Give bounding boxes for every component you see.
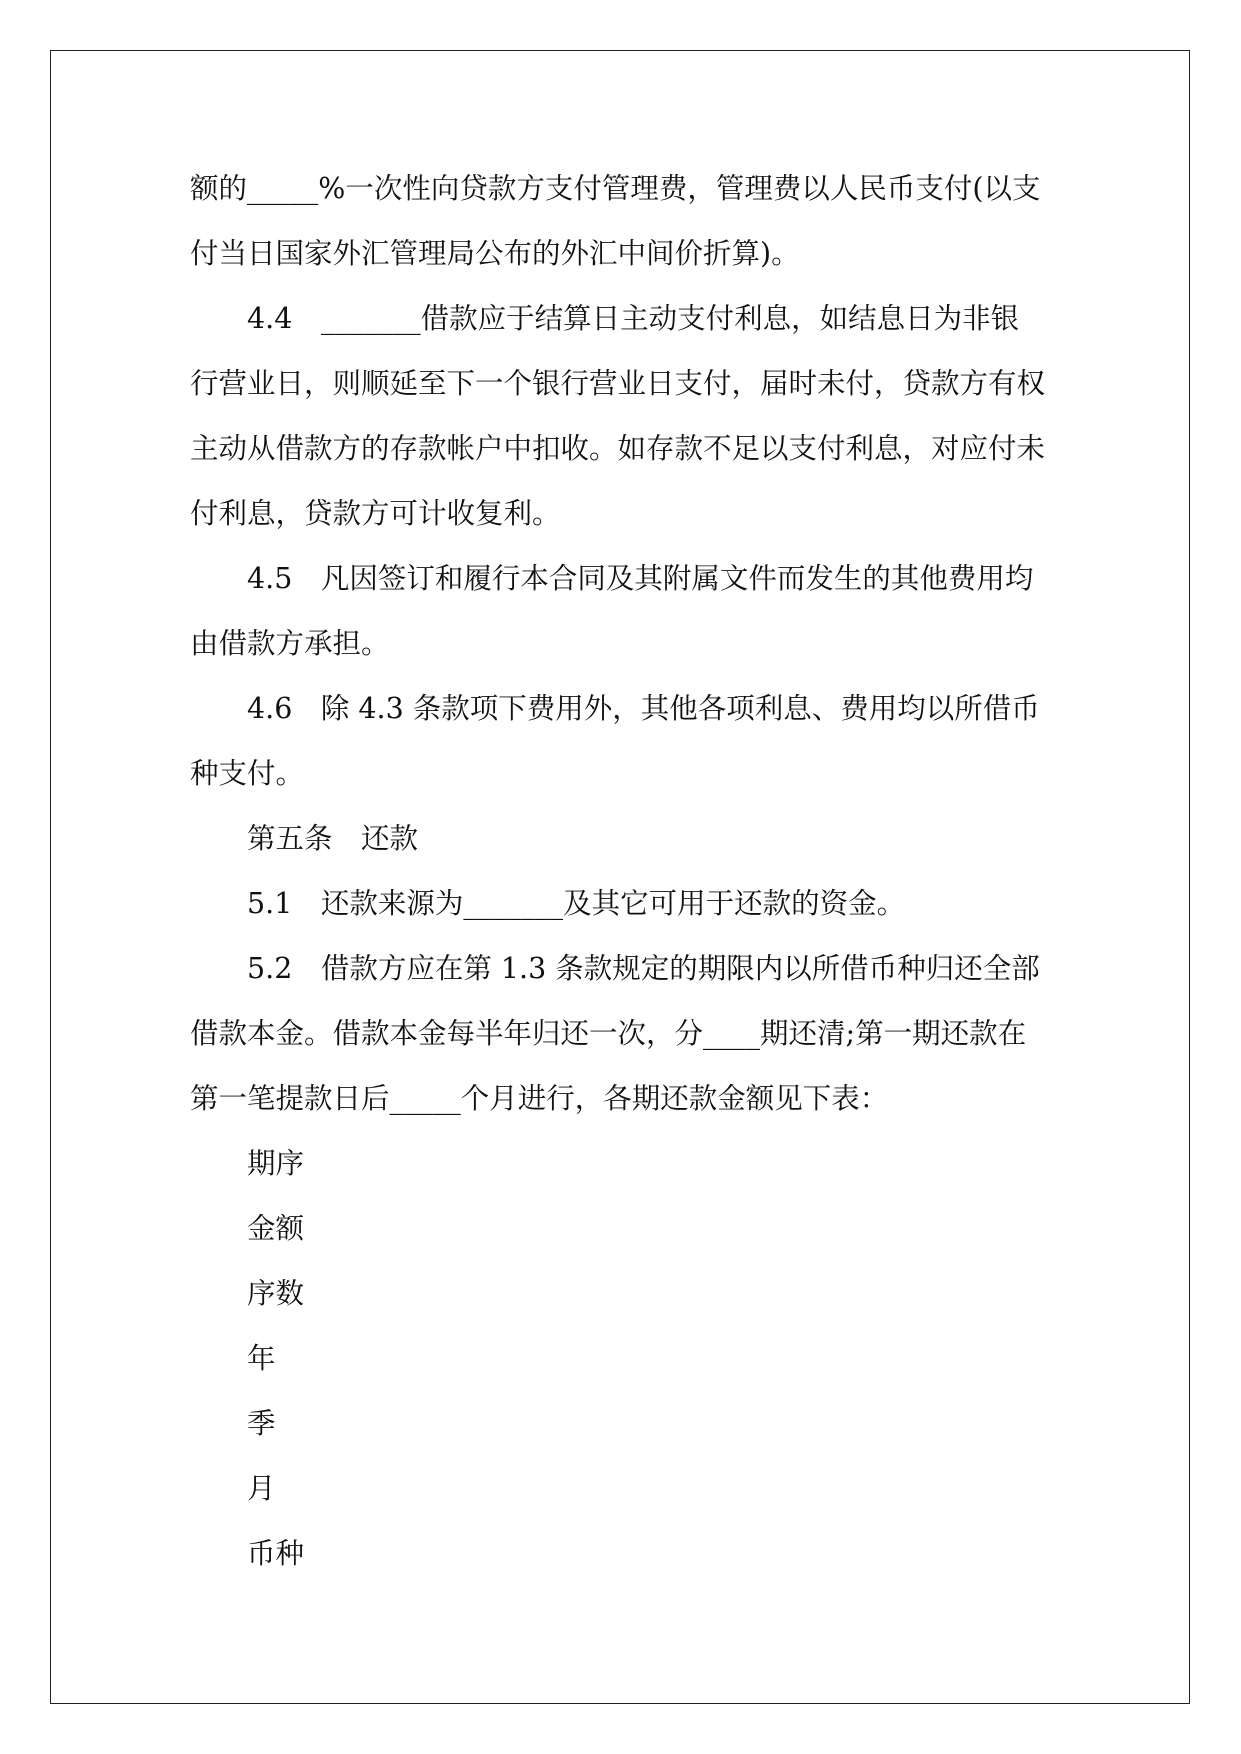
document-body — [190, 156, 1056, 1586]
paragraph-line: 借款本金。借款本金每半年归还一次，分____期还清;第一期还款在 — [190, 1017, 1027, 1050]
table-label-currency: 币种 — [247, 1537, 305, 1570]
table-label-month: 月 — [247, 1472, 276, 1505]
table-label-year: 年 — [247, 1342, 276, 1375]
paragraph-line: 种支付。 — [190, 757, 305, 790]
table-label-quarter: 季 — [247, 1407, 276, 1440]
clause-5-2-line: 5.2 借款方应在第 1.3 条款规定的期限内以所借币种归还全部 — [247, 952, 1040, 985]
table-label-sequence: 序数 — [247, 1277, 305, 1310]
paragraph-line: 行营业日，则顺延至下一个银行营业日支付，届时未付，贷款方有权 — [190, 367, 1046, 400]
paragraph-line: 额的_____%一次性向贷款方支付管理费，管理费以人民币支付(以支 — [190, 172, 1041, 205]
clause-5-1-line: 5.1 还款来源为_______及其它可用于还款的资金。 — [247, 887, 906, 920]
paragraph-line: 由借款方承担。 — [190, 627, 390, 660]
article-5-heading: 第五条 还款 — [247, 822, 419, 855]
table-label-period: 期序 — [247, 1147, 305, 1180]
table-label-amount: 金额 — [247, 1212, 305, 1245]
paragraph-line: 主动从借款方的存款帐户中扣收。如存款不足以支付利息，对应付未 — [190, 432, 1046, 465]
paragraph-line: 第一笔提款日后_____个月进行，各期还款金额见下表： — [190, 1082, 889, 1115]
clause-4-5-line: 4.5 凡因签订和履行本合同及其附属文件而发生的其他费用均 — [247, 562, 1034, 595]
paragraph-line: 付利息，贷款方可计收复利。 — [190, 497, 561, 530]
paragraph-line: 付当日国家外汇管理局公布的外汇中间价折算)。 — [190, 237, 800, 270]
clause-4-6-line: 4.6 除 4.3 条款项下费用外，其他各项利息、费用均以所借币 — [247, 692, 1040, 725]
clause-4-4-line: 4.4 _______借款应于结算日主动支付利息，如结息日为非银 — [247, 302, 1020, 335]
